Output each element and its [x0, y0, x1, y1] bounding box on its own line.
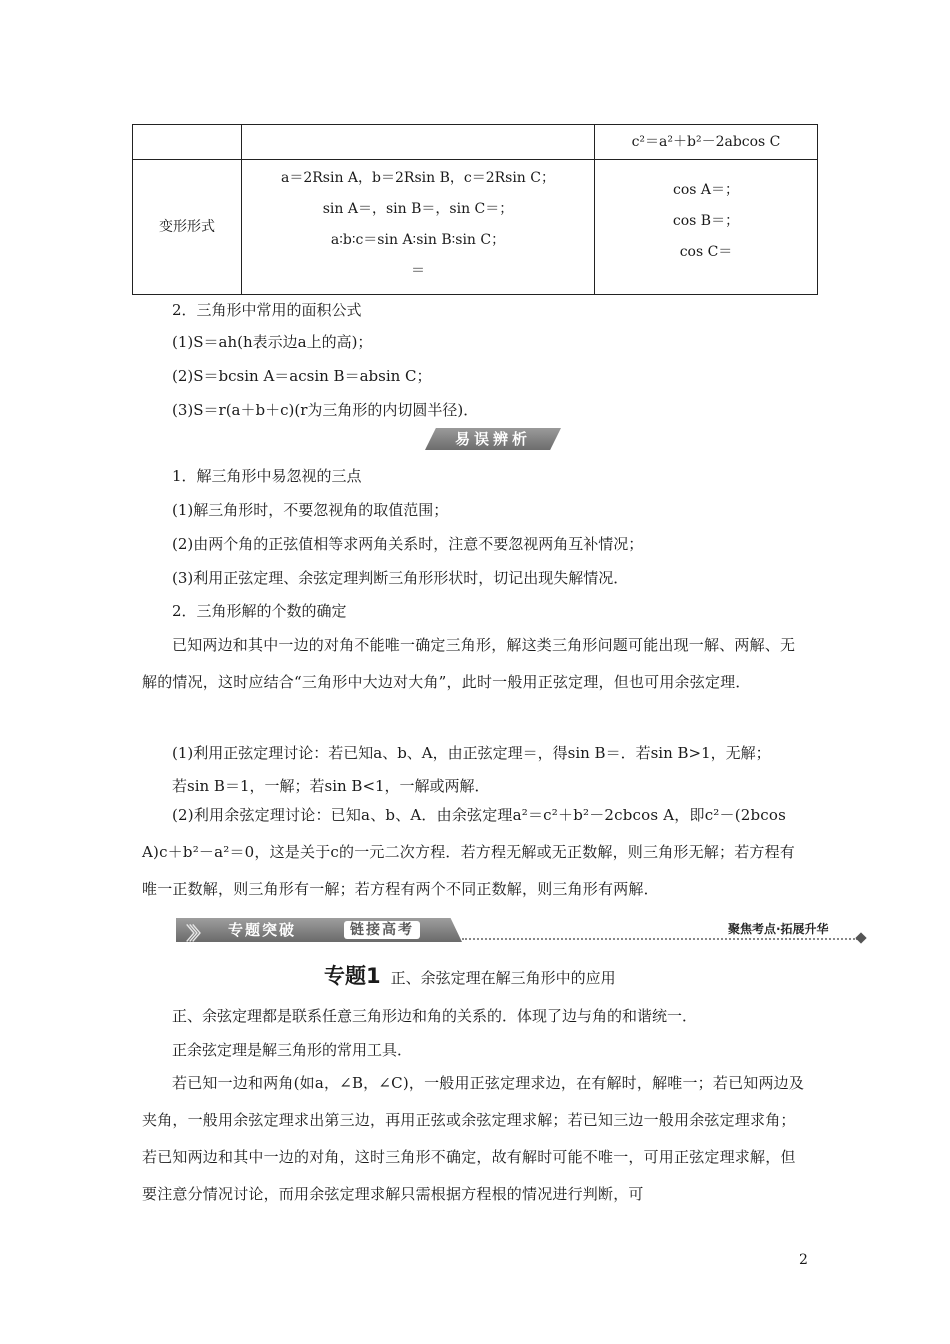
section-banner-pitfalls [425, 428, 561, 450]
table-cell-line: cos B＝； [672, 213, 740, 229]
banner-label: 专题突破 [228, 921, 297, 939]
table-cell-line: a＝2Rsin A，b＝2Rsin B，c＝2Rsin C； [281, 170, 555, 186]
paragraph: 已知两边和其中一边的对角不能唯一确定三角形，解这类三角形问题可能出现一解、两解、无解的情况，这时应结合“三角形中大边对大角”，此时一般用正弦定理，但也可用余弦定理． [142, 636, 796, 691]
table-row-label: 变形形式 [159, 219, 215, 235]
table-cell-law-of-cosines: c²＝a²＋b²－2abcos C [631, 134, 781, 150]
table-cell-line: ＝ [411, 263, 425, 279]
table-cell-line: a∶b∶c＝sin A∶sin B∶sin C； [330, 232, 506, 248]
section-banner-topics [176, 918, 866, 944]
paragraph: 若已知一边和两角(如a，∠B，∠C)，一般用正弦定理求边，在有解时，解唯一；若已知两边及夹角，一般用余弦定理求出第三边，再用正弦或余弦定理求解；若已知三边一般用余弦定理求角；若已知两边和其中一边的对角，这时三角形不确定，故有解时可能不唯一，可用正弦定理求解，但要注意分情况讨论，而用余弦定理求解只需根据方程根的情况进行判断，可 [142, 1074, 805, 1203]
list-item: (2)由两个角的正弦值相等求两角关系时，注意不要忽视两角互补情况； [172, 535, 644, 553]
formula-table [132, 124, 818, 295]
table-cell-cosine-forms [595, 175, 817, 268]
paragraph-line: 若sin B＝1，一解；若sin B<1，一解或两解． [172, 777, 490, 795]
list-item: (3)利用正弦定理、余弦定理判断三角形形状时，切记出现失解情况． [172, 569, 629, 587]
formula-item: (1)S＝ah(h表示边a上的高)； [172, 333, 373, 351]
table-cell-sine-forms [242, 163, 594, 287]
section-heading: 1．解三角形中易忽视的三点 [172, 467, 362, 485]
paragraph-line: (1)利用正弦定理讨论：若已知a、b、A，由正弦定理＝，得sin B＝．若sin B>1，无解； [172, 744, 771, 762]
list-item: (1)解三角形时，不要忽视角的取值范围； [172, 501, 449, 519]
formula-item: (2)S＝bcsin A＝acsin B＝absin C； [172, 367, 432, 385]
banner-label: 易误辨析 [454, 430, 531, 448]
section-heading: 2．三角形中常用的面积公式 [172, 301, 362, 319]
chevrons-icon: 〉〉〉 [186, 924, 204, 945]
topic-label: 专题1 [324, 964, 381, 988]
paragraph-line: 正余弦定理是解三角形的常用工具． [172, 1041, 413, 1059]
banner-subtitle: 聚焦考点·拓展升华 [728, 922, 829, 936]
topic-subtitle: 正、余弦定理在解三角形中的应用 [390, 969, 616, 987]
diamond-icon [855, 932, 866, 943]
formula-item: (3)S＝r(a＋b＋c)(r为三角形的内切圆半径)． [172, 401, 479, 419]
table-cell-line: cos C＝ [679, 244, 733, 260]
paragraph: (2)利用余弦定理讨论：已知a、b、A．由余弦定理a²＝c²＋b²－2cbcos A，即c²－(2bcos A)c＋b²－a²＝0，这是关于c的一元二次方程．若方程无解或无正数解，则三角形无解；若方程有唯一正数解，则三角形有一解；若方程有两个不同正数解，则三角形有两解． [142, 806, 796, 898]
topic-title [324, 960, 616, 990]
paragraph-line: 正、余弦定理都是联系任意三角形边和角的关系的．体现了边与角的和谐统一． [172, 1007, 698, 1025]
banner-tag: 链接高考 [344, 921, 420, 939]
table-cell-line: cos A＝； [672, 182, 739, 198]
section-heading: 2．三角形解的个数的确定 [172, 602, 347, 620]
table-cell-line: sin A＝，sin B＝，sin C＝； [322, 201, 514, 217]
banner-dotted-rule [462, 938, 858, 940]
page-number: 2 [799, 1252, 808, 1268]
